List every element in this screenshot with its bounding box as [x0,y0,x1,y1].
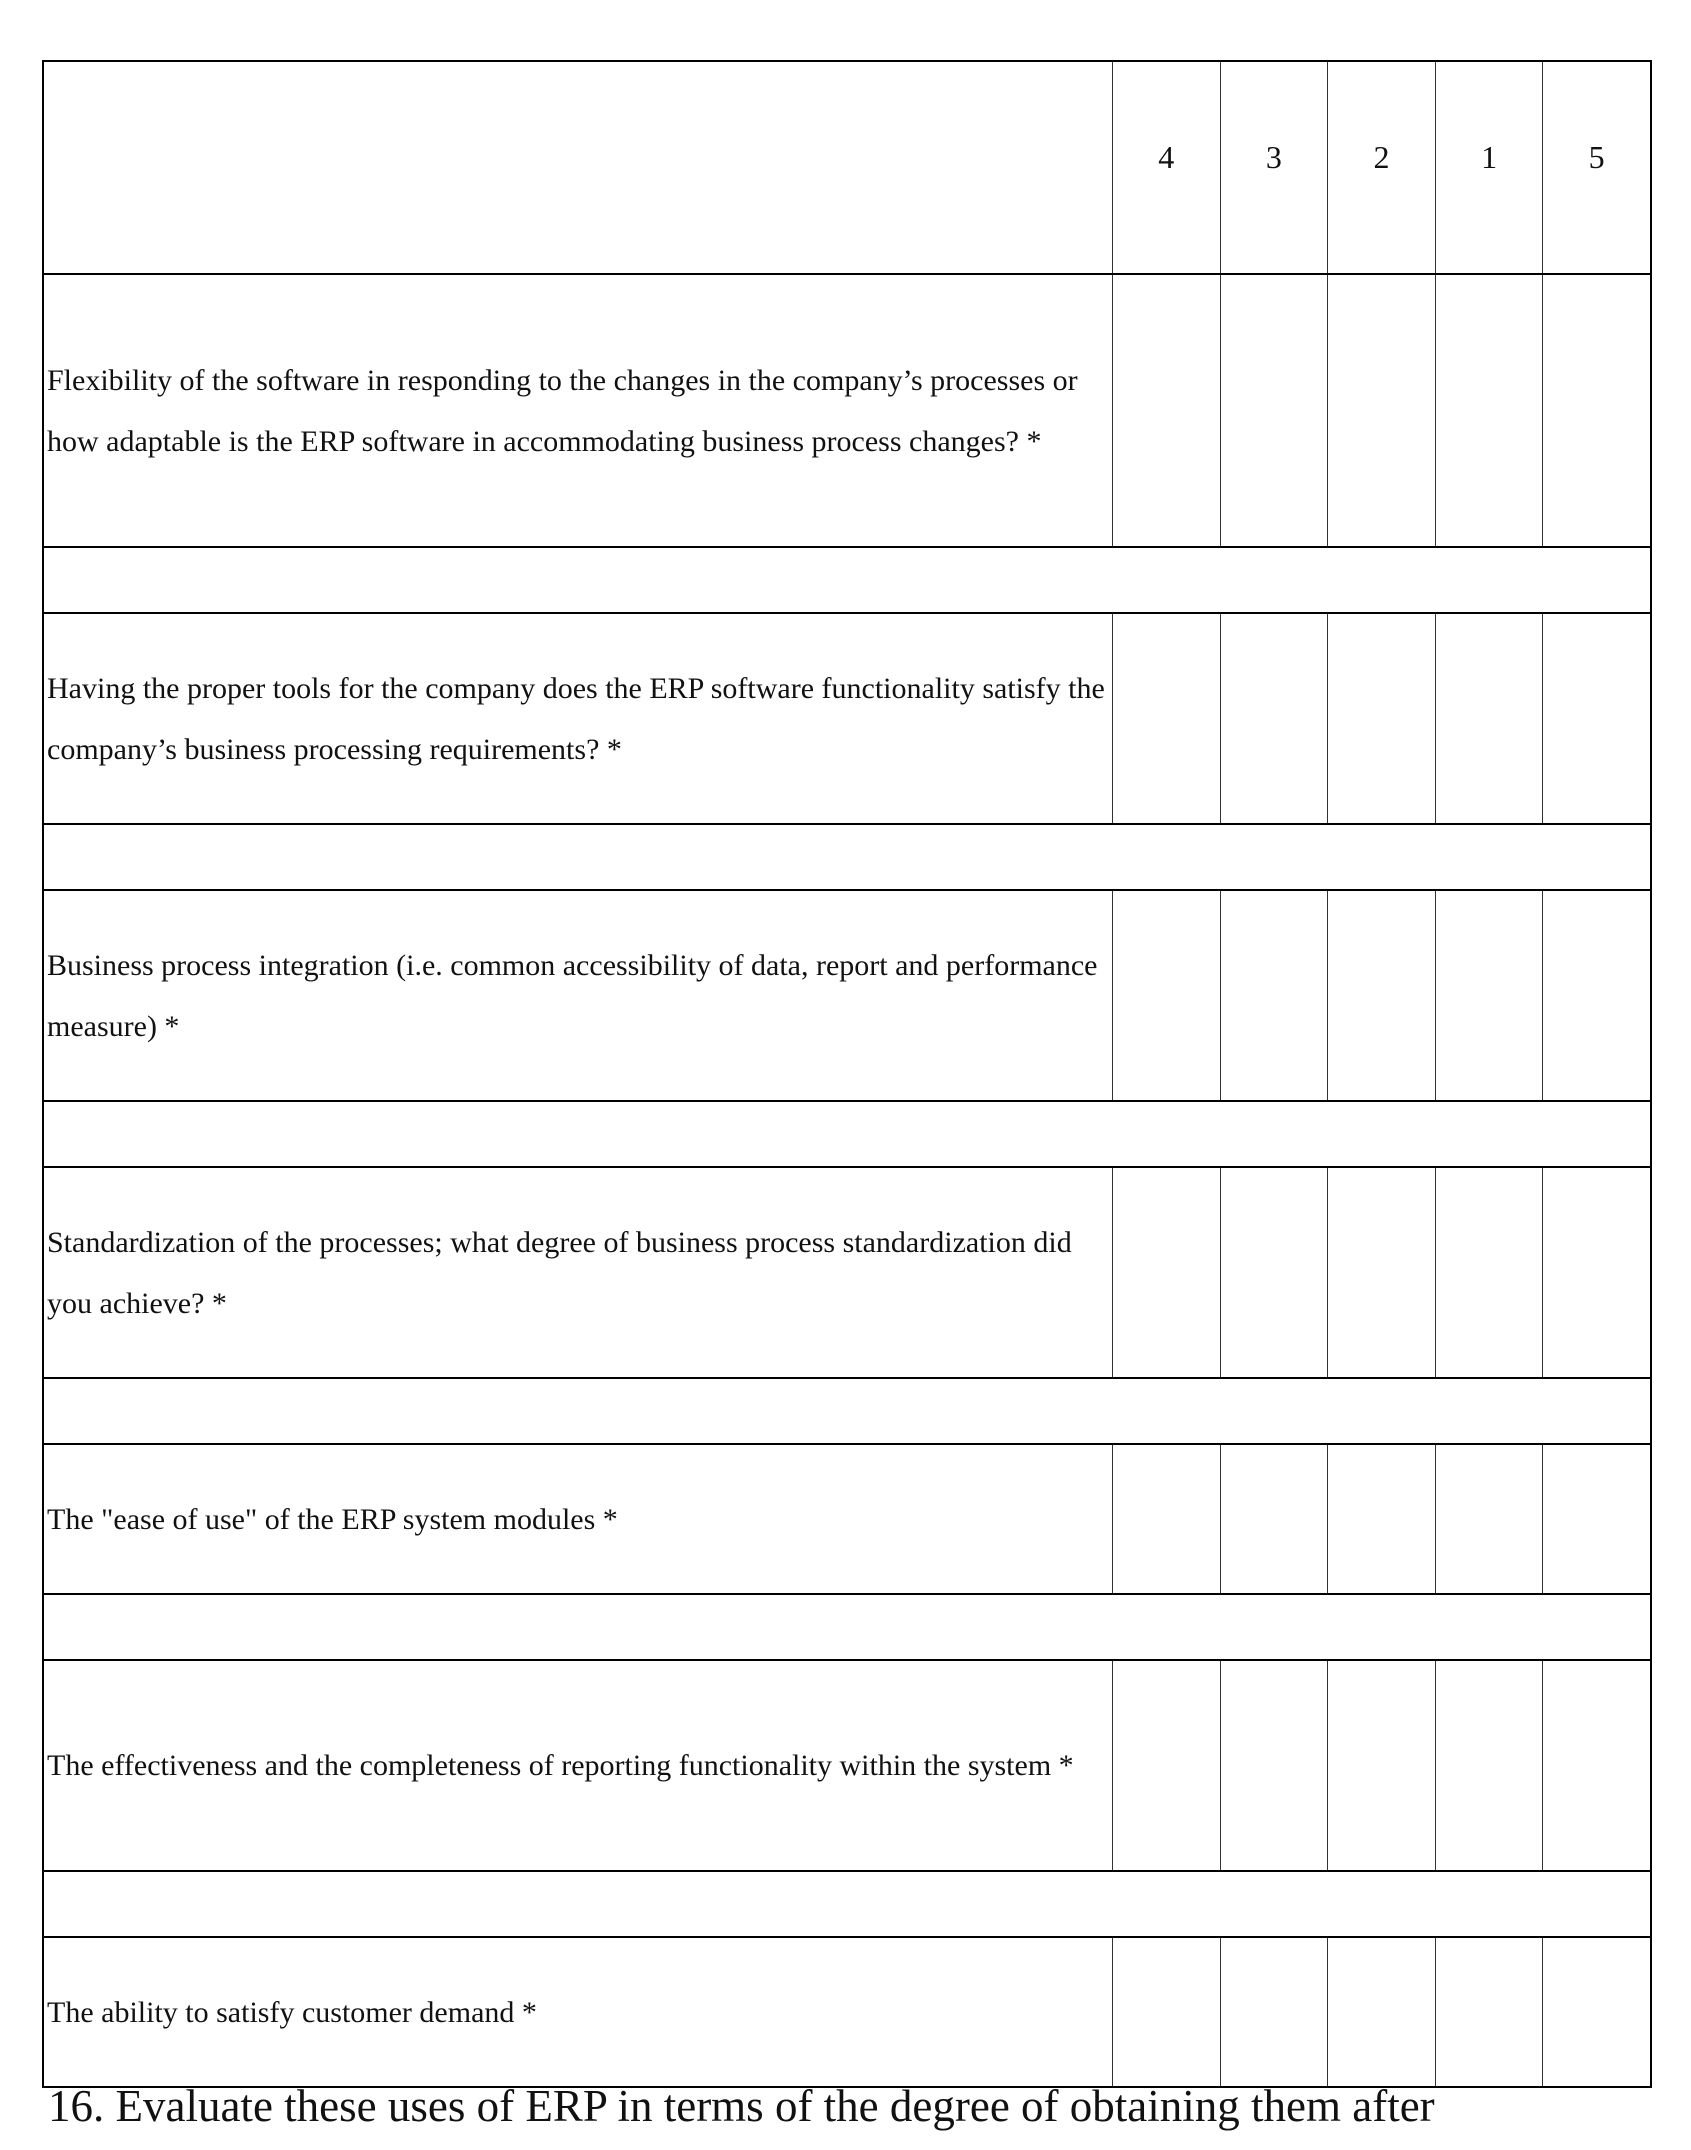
rating-cell-1[interactable] [1435,614,1543,823]
question-text: Standardization of the processes; what degree of business process standardization did you achieve? * [47,1225,1072,1320]
question-cell [44,1938,1112,2086]
scale-header-3: 3 [1220,62,1328,273]
question-row [44,1166,1650,1377]
scale-header-1: 1 [1435,62,1543,273]
rating-cell-5[interactable] [1542,891,1650,1100]
question-text: Having the proper tools for the company does the ERP software functionality satisfy the company’s business processing requirements? * [47,671,1105,766]
rating-cell-3[interactable] [1220,1661,1328,1870]
rating-cell-1[interactable] [1435,1661,1543,1870]
rating-cell-5[interactable] [1542,1168,1650,1377]
rating-cell-4[interactable] [1112,1445,1220,1593]
rating-cell-2[interactable] [1327,891,1435,1100]
question-cell [44,891,1112,1100]
rating-cell-4[interactable] [1112,275,1220,546]
rating-cell-3[interactable] [1220,891,1328,1100]
rating-cell-3[interactable] [1220,614,1328,823]
spacer-row [44,546,1650,612]
question-text: The effectiveness and the completeness of reporting functionality within the system * [47,1749,1074,1782]
rating-cell-2[interactable] [1327,1168,1435,1377]
rating-cell-4[interactable] [1112,614,1220,823]
rating-cell-2[interactable] [1327,1661,1435,1870]
question-row [44,889,1650,1100]
question-cell [44,1445,1112,1593]
rating-cell-1[interactable] [1435,1168,1543,1377]
question-text: The "ease of use" of the ERP system modules * [47,1502,618,1536]
rating-cell-3[interactable] [1220,1445,1328,1593]
question-text: Business process integration (i.e. common accessibility of data, report and performance measure) * [47,948,1098,1043]
rating-cell-5[interactable] [1542,1938,1650,2086]
rating-cell-1[interactable] [1435,1938,1543,2086]
spacer-row [44,1377,1650,1443]
question-cell [44,1168,1112,1377]
question-row [44,273,1650,546]
question-row [44,1936,1650,2086]
spacer-row [44,1593,1650,1659]
rating-table [42,60,1652,2088]
rating-cell-5[interactable] [1542,614,1650,823]
rating-cell-4[interactable] [1112,1661,1220,1870]
rating-cell-5[interactable] [1542,1661,1650,1870]
question-text: Flexibility of the software in responding to the changes in the company’s processes or how adaptable is the ERP software in accommodating business process changes? * [47,363,1078,458]
header-row [44,62,1650,273]
rating-cell-4[interactable] [1112,1168,1220,1377]
question-row [44,1443,1650,1593]
rating-cell-2[interactable] [1327,1445,1435,1593]
question-cell [44,1661,1112,1870]
scale-header-4: 4 [1112,62,1220,273]
question-row [44,1659,1650,1870]
rating-cell-1[interactable] [1435,891,1543,1100]
rating-cell-3[interactable] [1220,275,1328,546]
spacer-row [44,823,1650,889]
rating-cell-5[interactable] [1542,275,1650,546]
rating-cell-2[interactable] [1327,1938,1435,2086]
question-text: The ability to satisfy customer demand * [47,1995,537,2029]
question-cell [44,614,1112,823]
spacer-row [44,1100,1650,1166]
rating-cell-4[interactable] [1112,1938,1220,2086]
rating-cell-5[interactable] [1542,1445,1650,1593]
scale-header-5: 5 [1542,62,1650,273]
question-cell [44,275,1112,546]
scale-header-2: 2 [1327,62,1435,273]
rating-cell-1[interactable] [1435,1445,1543,1593]
rating-cell-2[interactable] [1327,275,1435,546]
rating-cell-3[interactable] [1220,1168,1328,1377]
spacer-row [44,1870,1650,1936]
next-question-heading: 16. Evaluate these uses of ERP in terms of the degree of obtaining them after [48,2081,1435,2131]
rating-cell-1[interactable] [1435,275,1543,546]
question-row [44,612,1650,823]
rating-cell-2[interactable] [1327,614,1435,823]
rating-cell-4[interactable] [1112,891,1220,1100]
rating-cell-3[interactable] [1220,1938,1328,2086]
header-blank-cell [44,62,1112,273]
